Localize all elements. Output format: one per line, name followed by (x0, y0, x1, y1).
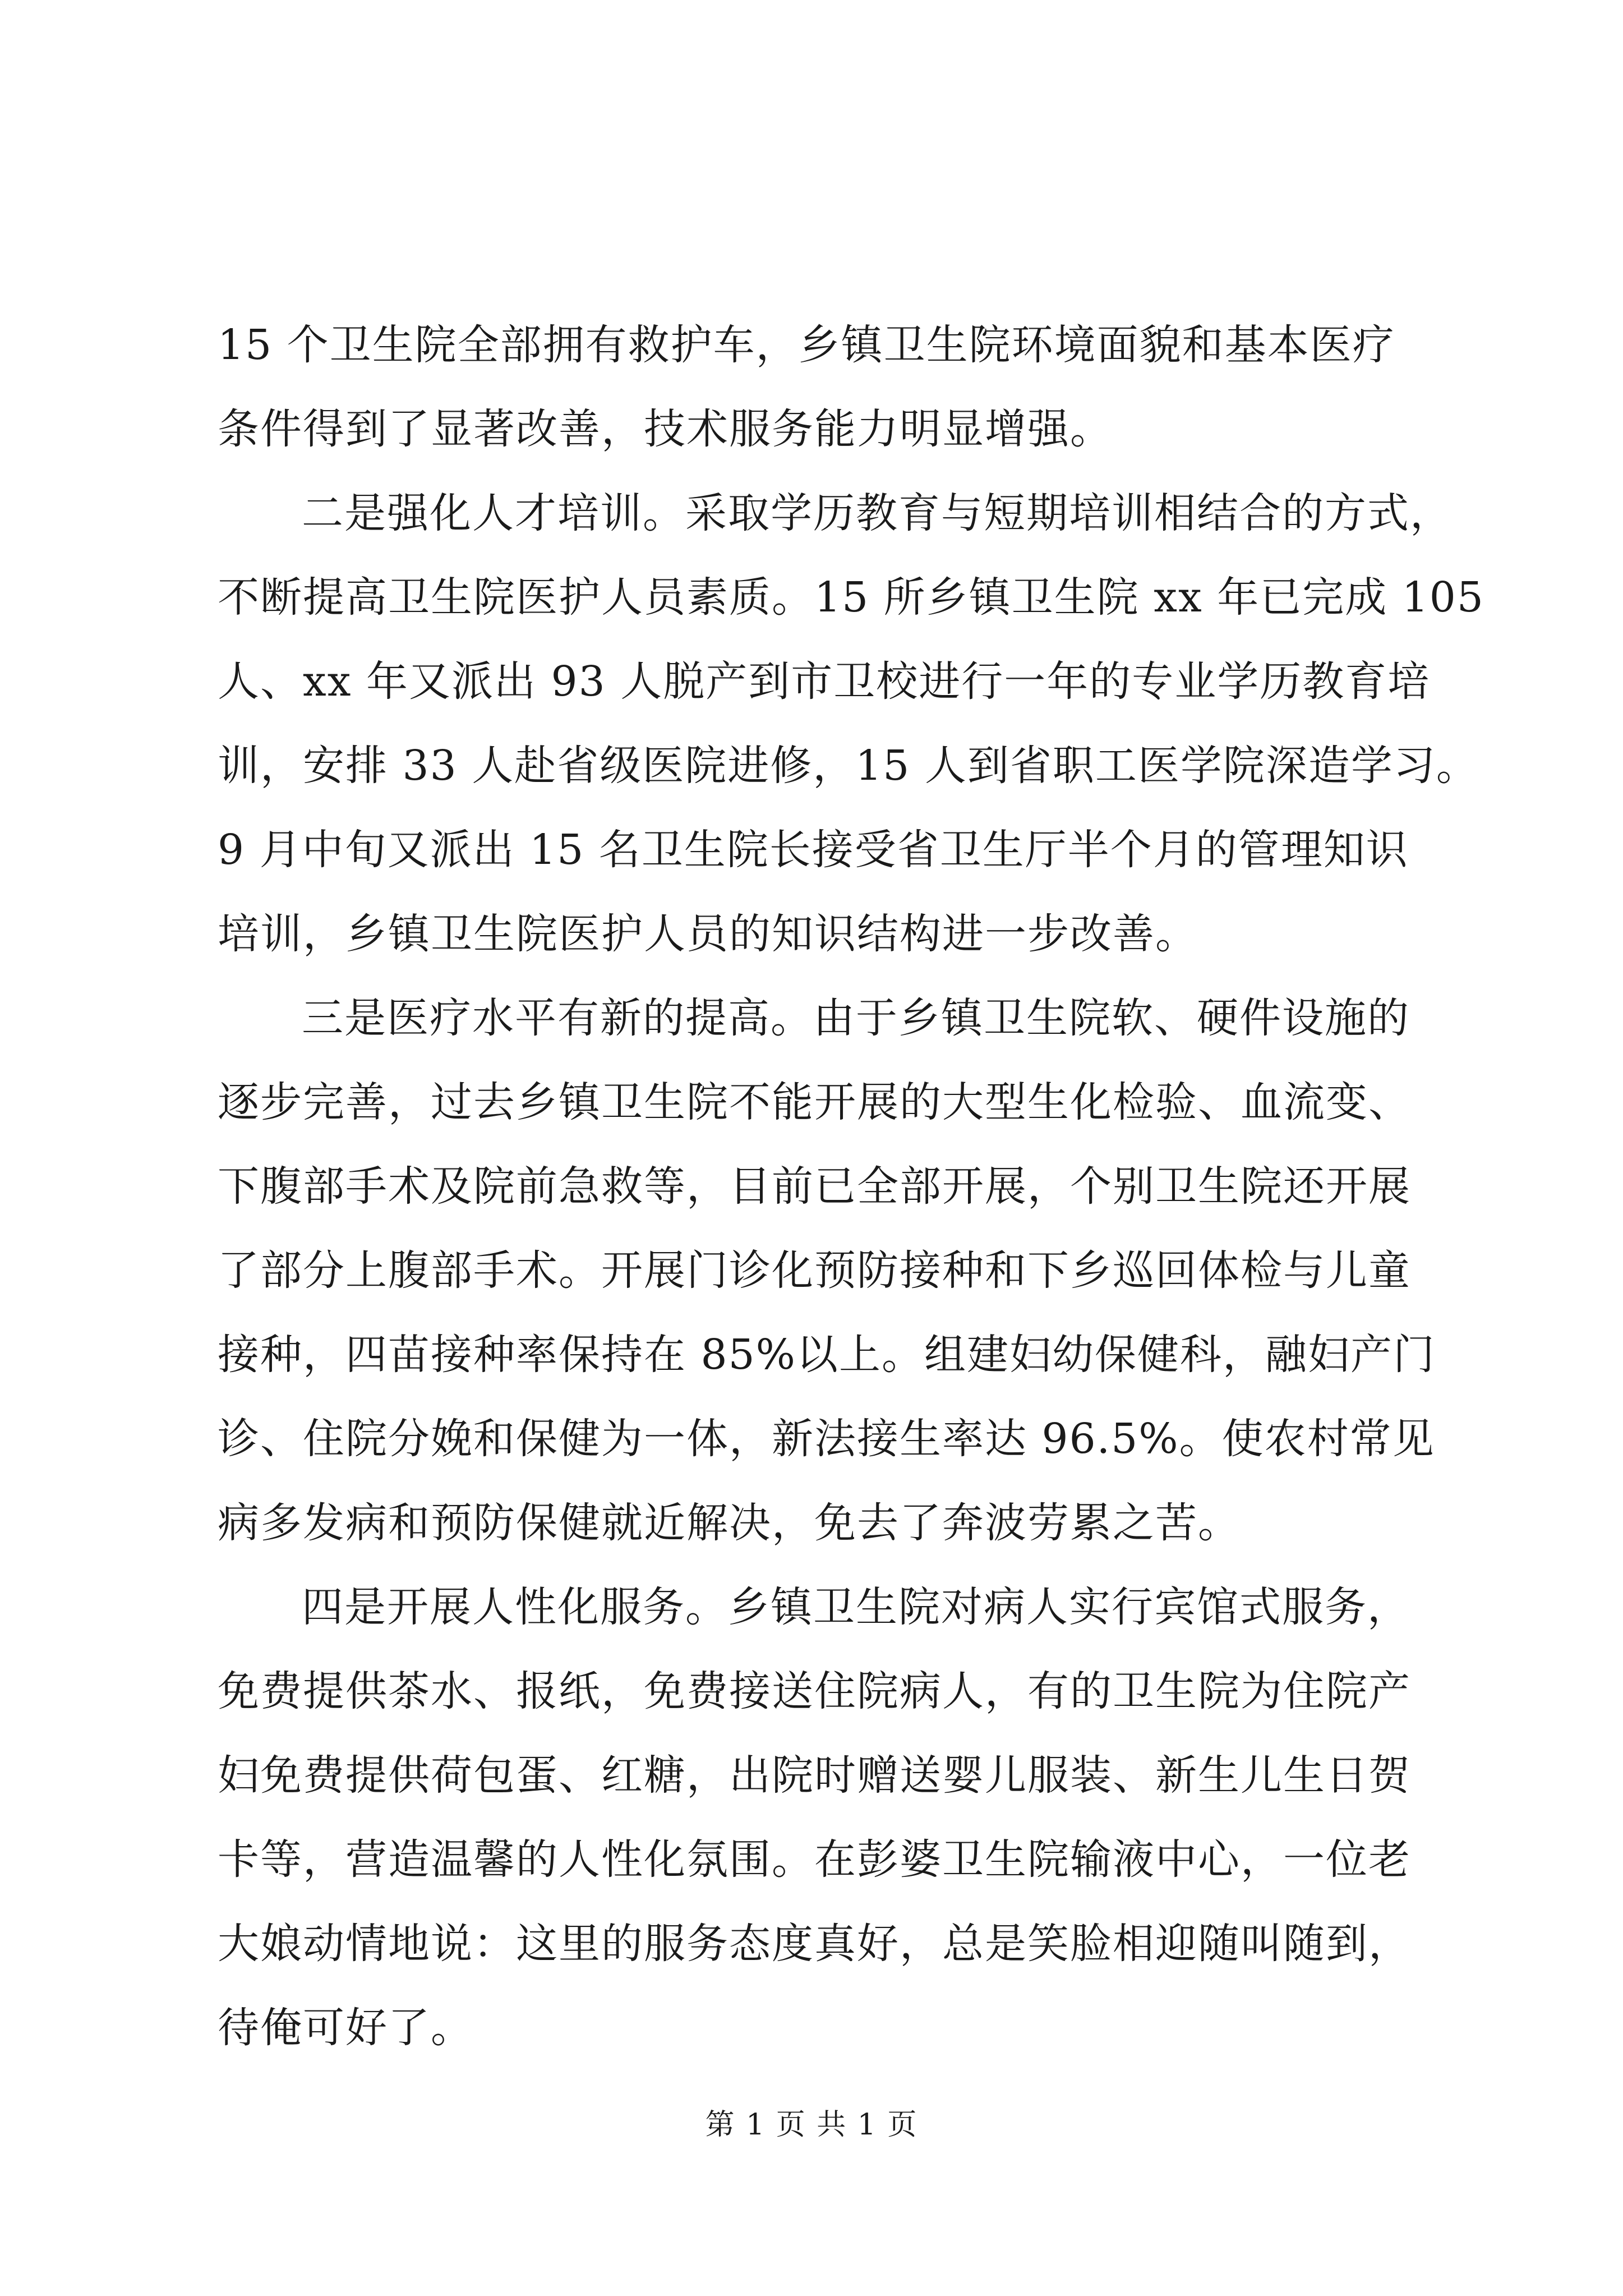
text-line: 了部分上腹部手术。开展门诊化预防接种和下乡巡回体检与儿童 (218, 1246, 1411, 1295)
text-line: 条件得到了显著改善，技术服务能力明显增强。 (218, 405, 1113, 453)
page-footer: 第 1 页 共 1 页 (705, 2108, 918, 2142)
text-line: 病多发病和预防保健就近解决，免去了奔波劳累之苦。 (218, 1499, 1241, 1547)
text-line: 15 个卫生院全部拥有救护车，乡镇卫生院环境面貌和基本医疗 (218, 321, 1395, 369)
text-line: 卡等，营造温馨的人性化氛围。在彭婆卫生院输液中心，一位老 (218, 1835, 1411, 1884)
text-line: 训，安排 33 人赴省级医院进修，15 人到省职工医学院深造学习。 (218, 742, 1479, 790)
text-line: 妇免费提供荷包蛋、红糖，出院时赠送婴儿服装、新生儿生日贺 (218, 1751, 1411, 1800)
paragraph-start-line: 三是医疗水平有新的提高。由于乡镇卫生院软、硬件设施的 (302, 994, 1410, 1042)
paragraph-start-line: 二是强化人才培训。采取学历教育与短期培训相结合的方式， (302, 489, 1453, 537)
text-line: 培训，乡镇卫生院医护人员的知识结构进一步改善。 (218, 910, 1198, 958)
text-line: 下腹部手术及院前急救等，目前已全部开展，个别卫生院还开展 (218, 1162, 1411, 1211)
paragraph-start-line: 四是开展人性化服务。乡镇卫生院对病人实行宾馆式服务， (302, 1583, 1410, 1631)
text-line: 大娘动情地说：这里的服务态度真好，总是笑脸相迎随叫随到， (218, 1920, 1411, 1968)
text-line: 人、xx 年又派出 93 人脱产到市卫校进行一年的专业学历教育培 (218, 657, 1431, 706)
document-body (218, 303, 1484, 2070)
text-line: 待俺可好了。 (218, 2004, 473, 2052)
text-line: 逐步完善，过去乡镇卫生院不能开展的大型生化检验、血流变、 (218, 1078, 1411, 1126)
text-line: 9 月中旬又派出 15 名卫生院长接受省卫生厅半个月的管理知识 (218, 826, 1409, 874)
text-line: 不断提高卫生院医护人员素质。15 所乡镇卫生院 xx 年已完成 105 (218, 573, 1484, 622)
text-line: 诊、住院分娩和保健为一体，新法接生率达 96.5%。使农村常见 (218, 1415, 1435, 1463)
text-line: 接种，四苗接种率保持在 85%以上。组建妇幼保健科，融妇产门 (218, 1331, 1436, 1379)
text-line: 免费提供茶水、报纸，免费接送住院病人，有的卫生院为住院产 (218, 1667, 1411, 1715)
